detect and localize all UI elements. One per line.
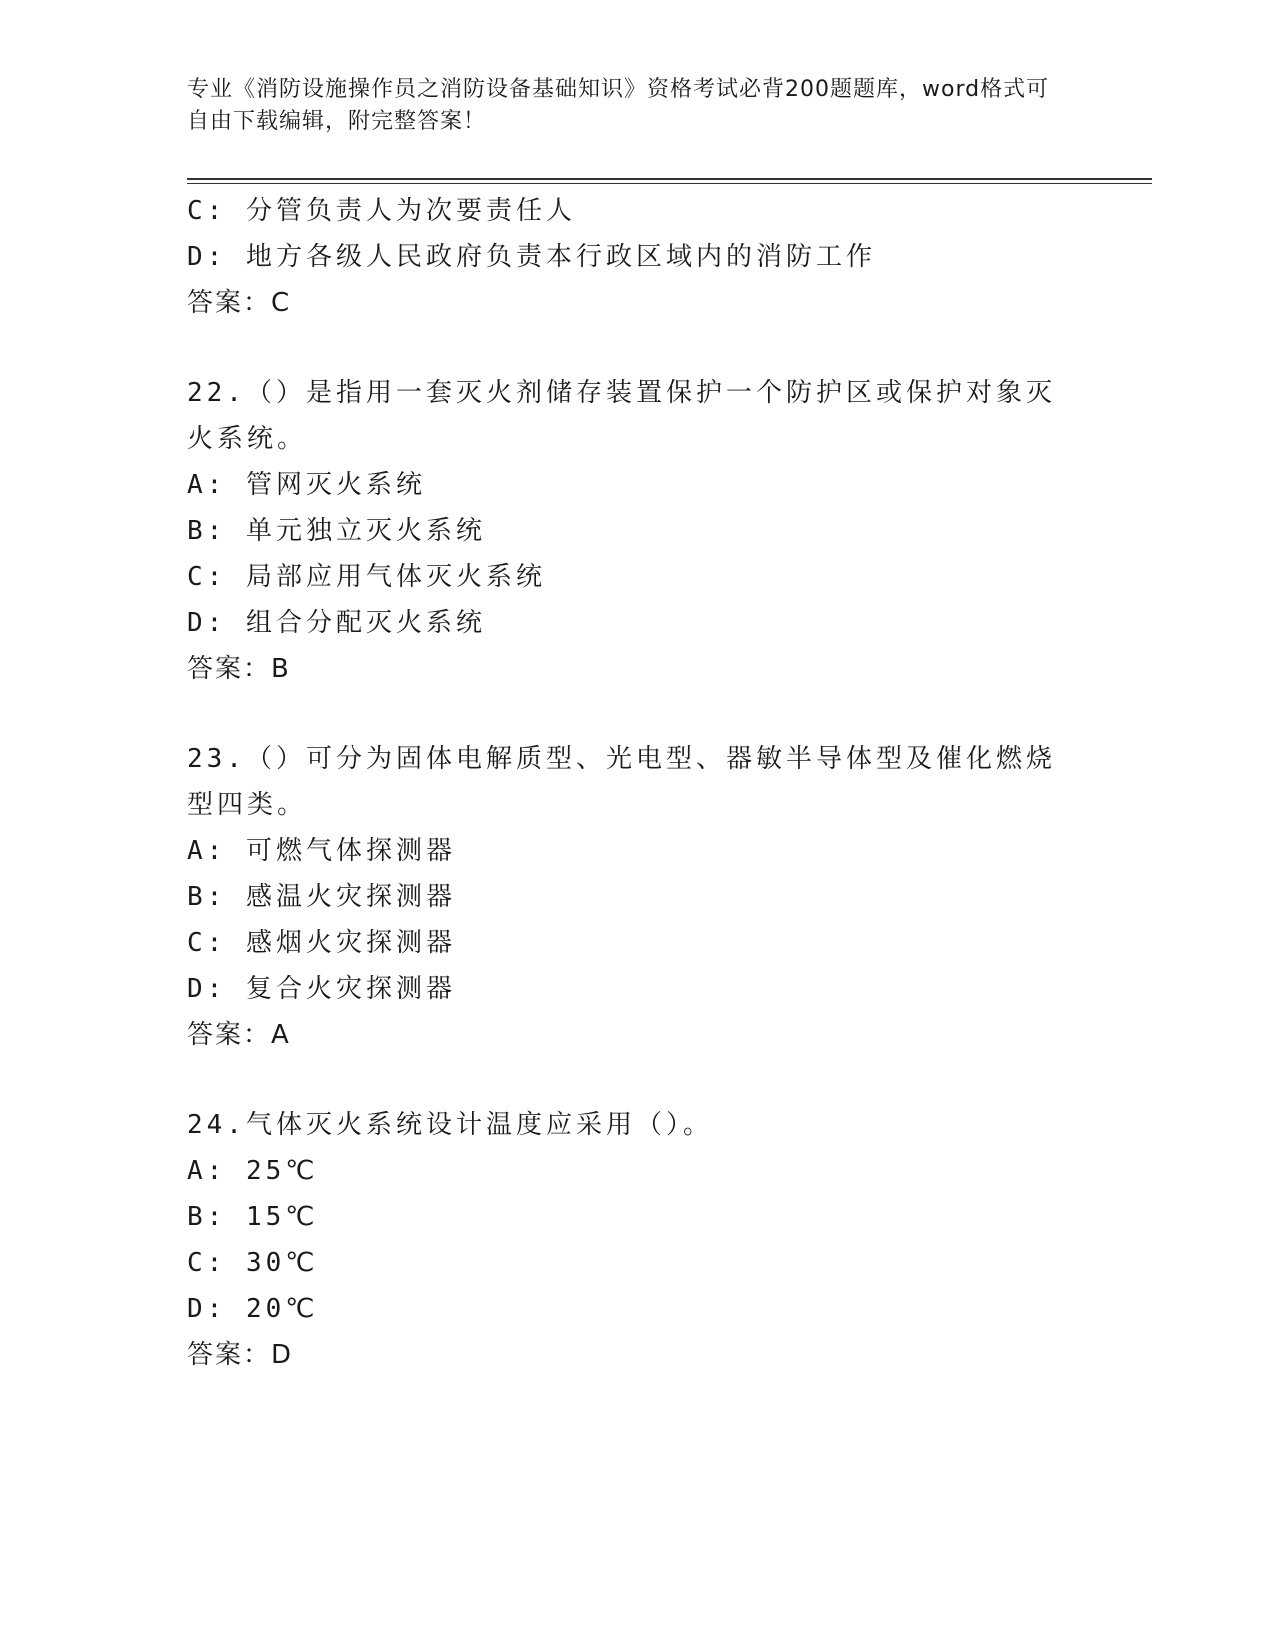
option-key: D: [187, 242, 227, 272]
option-row [187, 1240, 1087, 1286]
answer-line: 答案：D [187, 1340, 294, 1370]
question-block [187, 1102, 1087, 1378]
option-key: A: [187, 1156, 227, 1186]
option-row [187, 462, 1087, 508]
header-divider-thick [187, 178, 1152, 180]
option-row [187, 600, 1087, 646]
option-key: A: [187, 470, 227, 500]
question-stem: 23.（）可分为固体电解质型、光电型、器敏半导体型及催化燃烧型四类。 [187, 744, 1056, 820]
option-text: 地方各级人民政府负责本行政区域内的消防工作 [245, 242, 876, 272]
option-row [187, 234, 1087, 280]
option-text: 管网灭火系统 [245, 470, 426, 500]
option-row [187, 188, 1087, 234]
question-block [187, 736, 1087, 1058]
page-header: 专业《消防设施操作员之消防设备基础知识》资格考试必背200题题库，word格式可自由下载编辑，附完整答案！ [187, 77, 1050, 134]
option-key: C: [187, 562, 227, 592]
option-key: B: [187, 516, 227, 546]
option-key: D: [187, 1294, 227, 1324]
option-text: 30℃ [245, 1248, 319, 1278]
option-key: A: [187, 836, 227, 866]
option-row [187, 874, 1087, 920]
option-key: C: [187, 1248, 227, 1278]
question-block [187, 370, 1087, 692]
option-row [187, 508, 1087, 554]
option-text: 局部应用气体灭火系统 [245, 562, 546, 592]
option-key: B: [187, 882, 227, 912]
option-row [187, 966, 1087, 1012]
answer-line: 答案：B [187, 654, 291, 684]
option-text: 感温火灾探测器 [245, 882, 456, 912]
option-text: 分管负责人为次要责任人 [245, 196, 576, 226]
carryover-block [187, 188, 1087, 326]
option-row [187, 1286, 1087, 1332]
option-text: 复合火灾探测器 [245, 974, 456, 1004]
question-stem: 24.气体灭火系统设计温度应采用（）。 [187, 1110, 713, 1140]
answer-line: 答案：A [187, 1020, 291, 1050]
option-text: 单元独立灭火系统 [245, 516, 486, 546]
option-row [187, 920, 1087, 966]
option-text: 组合分配灭火系统 [245, 608, 486, 638]
option-text: 20℃ [245, 1294, 319, 1324]
option-text: 25℃ [245, 1156, 319, 1186]
option-key: C: [187, 928, 227, 958]
question-content [187, 188, 1087, 1378]
question-stem: 22.（）是指用一套灭火剂储存装置保护一个防护区或保护对象灭火系统。 [187, 378, 1056, 454]
option-text: 可燃气体探测器 [245, 836, 456, 866]
option-text: 15℃ [245, 1202, 319, 1232]
option-key: C: [187, 196, 227, 226]
option-text: 感烟火灾探测器 [245, 928, 456, 958]
option-row [187, 1194, 1087, 1240]
answer-line: 答案：C [187, 288, 292, 318]
option-key: D: [187, 608, 227, 638]
header-divider-thin [187, 183, 1152, 184]
option-key: D: [187, 974, 227, 1004]
option-row [187, 828, 1087, 874]
option-row [187, 1148, 1087, 1194]
option-row [187, 554, 1087, 600]
option-key: B: [187, 1202, 227, 1232]
